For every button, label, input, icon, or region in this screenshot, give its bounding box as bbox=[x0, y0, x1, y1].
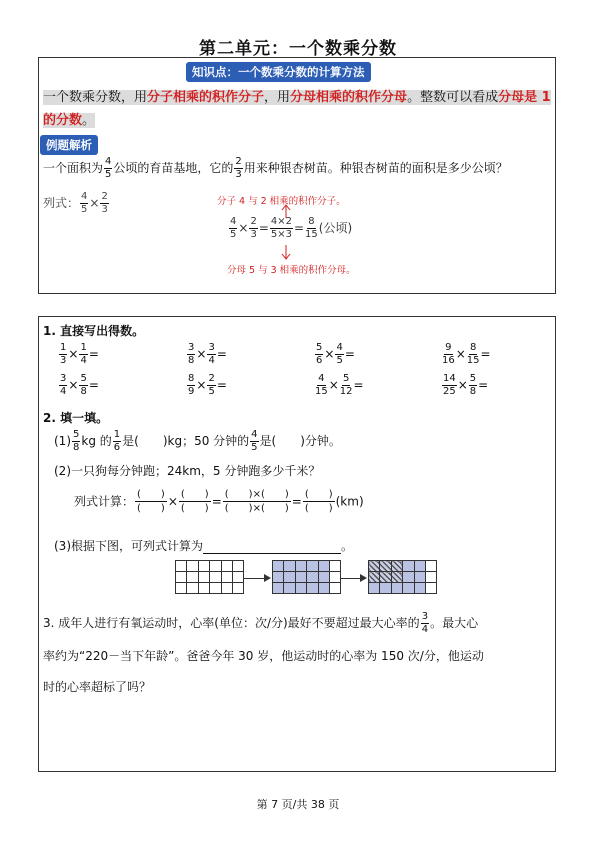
grid-diagram-shaded bbox=[272, 560, 341, 594]
example-question bbox=[43, 157, 508, 180]
q1-item: $\frac{3}{4}$ × $\frac{5}{8}$ = bbox=[60, 373, 99, 397]
unit-label: (km) bbox=[335, 494, 364, 509]
example-q-part1: 一个面积为 bbox=[43, 161, 104, 175]
answer-blank[interactable]: ( )×( ) ( )×( ) bbox=[224, 489, 289, 514]
grid-diagram-plain bbox=[175, 560, 244, 594]
arrow-right-icon bbox=[360, 574, 367, 582]
example-q-part2: 公顷的育苗基地，它的 bbox=[113, 161, 234, 175]
rule-red-3: 分母是 1 的分数 bbox=[43, 90, 551, 128]
q1-item: $\frac{1}{3}$ × $\frac{1}{4}$ = bbox=[60, 342, 99, 366]
knowledge-badge: 知识点：一个数乘分数的计算方法 bbox=[186, 62, 371, 82]
answer-blank[interactable]: ( ) ( ) bbox=[137, 489, 165, 514]
rule-part-3: 。整数可以看成 bbox=[407, 90, 499, 105]
arrow-right-icon bbox=[264, 574, 271, 582]
answer-blank[interactable]: ( ) ( ) bbox=[304, 489, 333, 514]
grid-diagram-hatched bbox=[368, 560, 437, 594]
fraction: $\frac{2}{3}$ bbox=[235, 156, 242, 180]
q1-item: $\frac{4}{15}$ × $\frac{5}{12}$ = bbox=[315, 373, 364, 397]
annotation-numerator: 分子 4 与 2 相乘的积作分子。 bbox=[217, 196, 346, 207]
page-footer: 第 7 页/共 38 页 bbox=[256, 798, 340, 811]
arrow-right-icon bbox=[244, 578, 266, 579]
rule-part-1: 一个数乘分数，用 bbox=[43, 90, 148, 105]
q1-heading: 1. 直接写出得数。 bbox=[43, 324, 145, 338]
fraction: $\frac{4}{5}$ bbox=[105, 156, 112, 180]
q3-line1: 3. 成年人进行有氧运动时，心率(单位：次/分)最好不要超过最大心率的 $\frac{3}{4}$ 。最大心 bbox=[43, 611, 479, 635]
q1-item: $\frac{3}{8}$ × $\frac{3}{4}$ = bbox=[188, 342, 227, 366]
example-q-part3: 用来种银杏树苗。种银杏树苗的面积是多少公顷？ bbox=[243, 161, 508, 175]
page-title: 第二单元：一个数乘分数 bbox=[199, 39, 397, 59]
example-formula: 列式： $\frac{4}{5}$ × $\frac{2}{3}$ bbox=[43, 191, 108, 215]
rule-part-2: ，用 bbox=[264, 90, 291, 105]
rule-red-2: 分母相乘的积作分母 bbox=[290, 90, 408, 105]
answer-blank[interactable]: ( ) ( ) bbox=[180, 489, 209, 514]
q3-line3: 时的心率超标了吗？ bbox=[43, 680, 152, 694]
arrow-right-icon bbox=[340, 578, 362, 579]
q2-sub1: (1) $\frac{5}{8}$ kg 的 $\frac{1}{6}$ 是( )kg；50 分钟的 $\frac{4}{5}$ 是( )分钟。 bbox=[54, 429, 341, 453]
annotation-denominator: 分母 5 与 3 相乘的积作分母。 bbox=[227, 265, 356, 276]
example-badge: 例题解析 bbox=[40, 135, 98, 155]
q1-item: $\frac{14}{25}$ × $\frac{5}{8}$ = bbox=[443, 373, 489, 397]
q1-item: $\frac{9}{16}$ × $\frac{8}{15}$ = bbox=[442, 342, 491, 366]
example-calculation: $\frac{4}{5}$ × $\frac{2}{3}$ = $\frac{4\times 2}{5\times 3}$ = $\frac{8}{15}$ (公顷) bbox=[230, 216, 353, 240]
unit-label: (公顷) bbox=[318, 221, 353, 235]
formula-label: 列式： bbox=[43, 196, 80, 210]
answer-line[interactable] bbox=[203, 541, 341, 554]
q3-line2: 率约为“220－当下年龄”。爸爸今年 30 岁，他运动时的心率为 150 次/分，他运动 bbox=[43, 649, 484, 663]
q1-item: $\frac{8}{9}$ × $\frac{2}{5}$ = bbox=[188, 373, 227, 397]
q2-sub2: (2)一只狗每分钟跑；24km，5 分钟跑多少千米？ bbox=[54, 464, 321, 478]
formula-label: 列式计算： bbox=[74, 494, 135, 509]
rule-text bbox=[43, 86, 553, 132]
rule-red-1: 分子相乘的积作分子 bbox=[147, 90, 265, 105]
q2-sub2-formula: 列式计算： ( ) ( ) × ( ) ( ) = ( )×( ) ( )×( ) = ( ) ( ) (km) bbox=[74, 489, 364, 514]
arrow-down-icon bbox=[281, 245, 291, 261]
q2-heading: 2. 填一填。 bbox=[43, 411, 109, 425]
rule-part-4: 。 bbox=[82, 113, 96, 128]
q2-sub3: (3)根据下图，可列式计算为 。 bbox=[54, 539, 354, 553]
q1-item: $\frac{5}{6}$ × $\frac{4}{5}$ = bbox=[316, 342, 355, 366]
